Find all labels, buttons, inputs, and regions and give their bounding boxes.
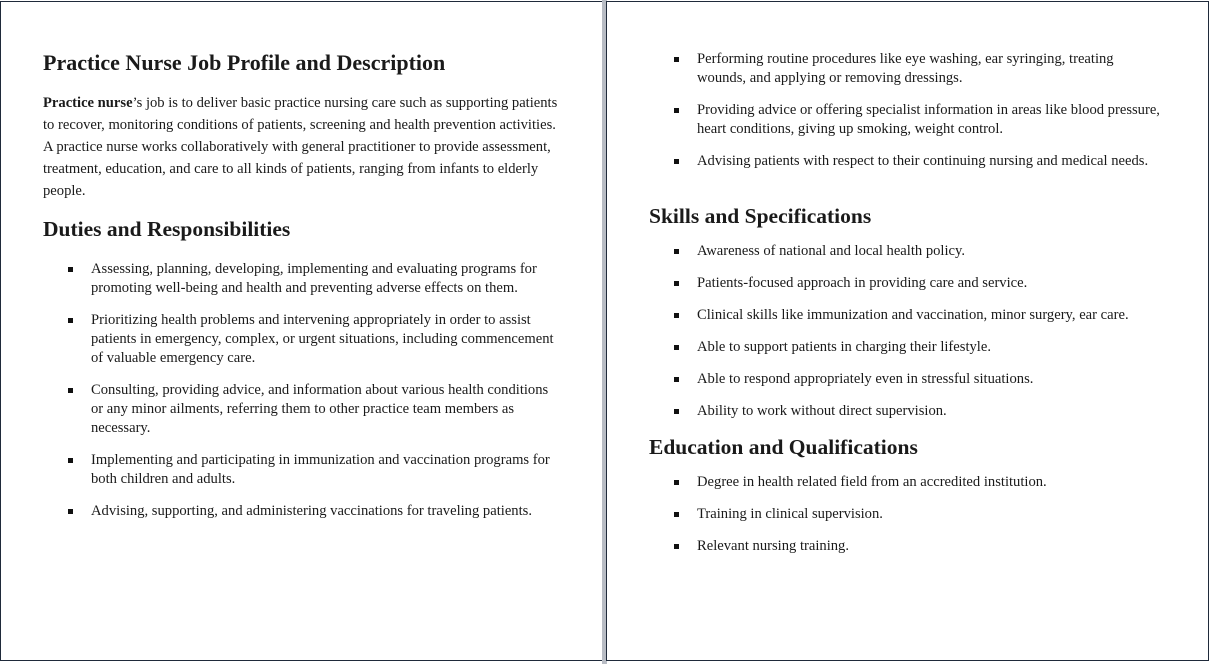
document-title: Practice Nurse Job Profile and Description [43,50,446,75]
duty-item-text: Advising, supporting, and administering vaccinations for traveling patients. [91,503,532,519]
bullet-square-icon [674,544,679,549]
bullet-square-icon [674,512,679,517]
education-item [674,537,1174,556]
bullet-square-icon [68,458,73,463]
duties-list-left [68,260,555,534]
skill-item-text: Ability to work without direct supervision. [697,403,947,419]
skills-list [674,242,1174,434]
education-item-text: Degree in health related field from an accredited institution. [697,474,1047,490]
bullet-square-icon [674,159,679,164]
bullet-square-icon [674,409,679,414]
duties-heading: Duties and Responsibilities [43,217,291,241]
duty-item-text: Performing routine procedures like eye washing, ear syringing, treating wounds, and applying or removing dressings. [697,51,1114,86]
education-item-text: Relevant nursing training. [697,538,849,554]
page-right [606,1,1209,661]
duty-item [68,260,555,298]
skill-item-text: Patients-focused approach in providing care and service. [697,275,1028,291]
duty-item [674,152,1164,171]
duty-item [68,311,555,368]
duty-item-text: Consulting, providing advice, and information about various health conditions or any minor ailments, referring them to other practice team members as necessary. [91,382,549,436]
bullet-square-icon [674,249,679,254]
education-heading: Education and Qualifications [649,435,918,459]
bullet-square-icon [68,318,73,323]
duty-item [674,101,1164,139]
bullet-square-icon [68,267,73,272]
education-list [674,473,1174,569]
skill-item-text: Clinical skills like immunization and vaccination, minor surgery, ear care. [697,307,1129,323]
skills-heading: Skills and Specifications [649,204,872,228]
skill-item [674,370,1174,389]
education-item-text: Training in clinical supervision. [697,506,883,522]
intro-text: ’s job is to deliver basic practice nursing care such as supporting patients to recover, monitoring conditions of patients, screening and health prevention activities. A practice nurse works collaboratively with general practitioner to provide assessment, treatment, education, and care to all kinds of patients, ranging from infants to elderly people. [43,95,558,199]
bullet-square-icon [674,108,679,113]
education-item [674,505,1174,524]
skill-item [674,242,1174,261]
skill-item-text: Awareness of national and local health policy. [697,243,966,259]
duty-item-text: Advising patients with respect to their continuing nursing and medical needs. [697,153,1149,169]
skill-item [674,338,1174,357]
bullet-square-icon [674,281,679,286]
duty-item-text: Implementing and participating in immunization and vaccination programs for both children and adults. [91,452,550,487]
duties-list-right [674,50,1164,184]
duty-item [68,502,555,521]
bullet-square-icon [674,313,679,318]
bullet-square-icon [674,345,679,350]
duty-item [674,50,1164,88]
bullet-square-icon [674,377,679,382]
duty-item-text: Assessing, planning, developing, implementing and evaluating programs for promoting well-being and health and preventing adverse effects on them. [91,261,537,296]
skill-item-text: Able to support patients in charging their lifestyle. [697,339,991,355]
skill-item [674,306,1174,325]
skill-item-text: Able to respond appropriately even in stressful situations. [697,371,1034,387]
intro-bold-term: Practice nurse [43,95,133,111]
intro-paragraph [43,92,565,202]
bullet-square-icon [674,57,679,62]
duty-item-text: Providing advice or offering specialist information in areas like blood pressure, heart conditions, giving up smoking, weight control. [697,102,1160,137]
bullet-square-icon [674,480,679,485]
duty-item [68,381,555,438]
duty-item-text: Prioritizing health problems and intervening appropriately in order to assist patients in emergency, complex, or urgent situations, including commencement of valuable emergency care. [91,312,554,366]
education-item [674,473,1174,492]
skill-item [674,274,1174,293]
page-left [0,1,603,661]
duty-item [68,451,555,489]
bullet-square-icon [68,388,73,393]
bullet-square-icon [68,509,73,514]
skill-item [674,402,1174,421]
